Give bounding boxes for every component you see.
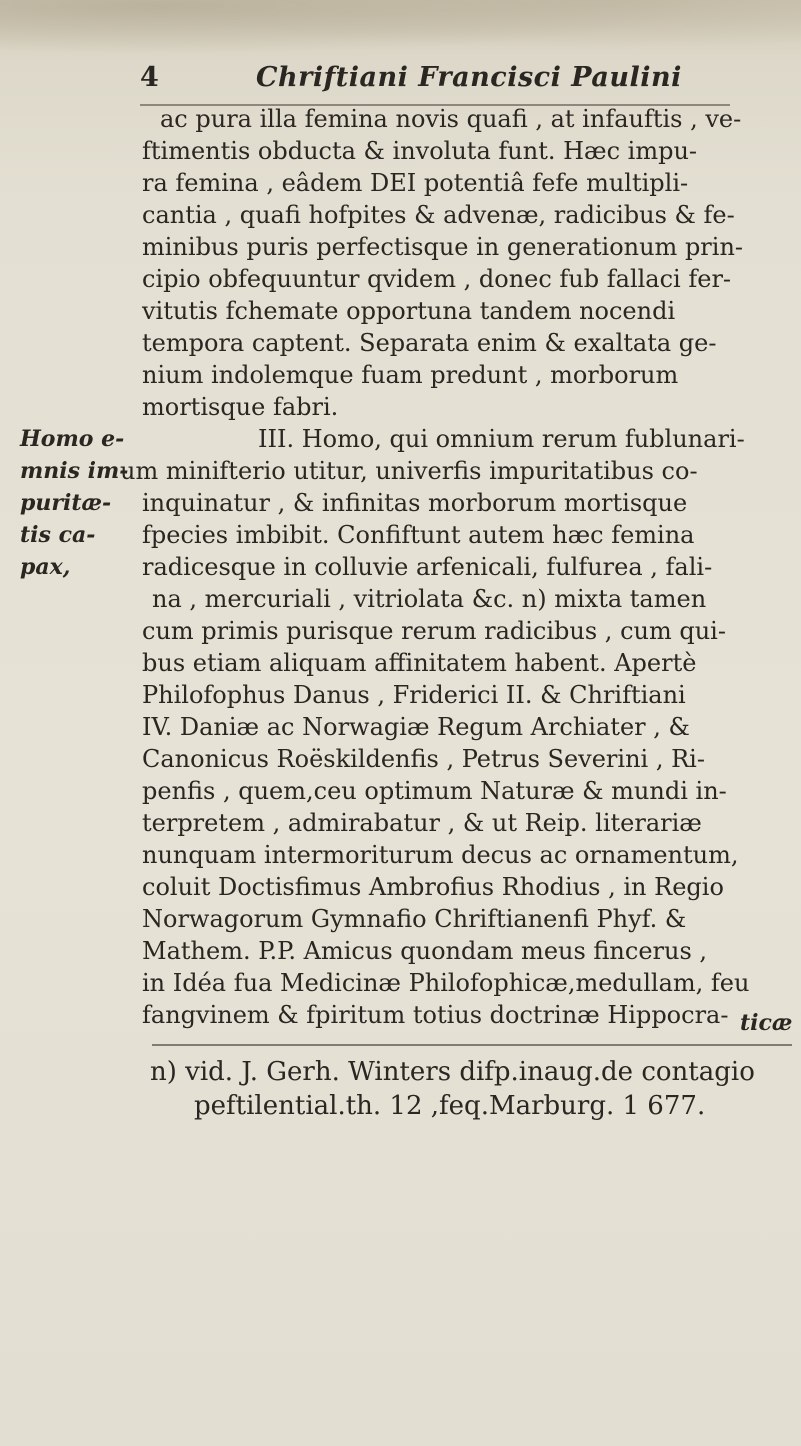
footnote-line: n) vid. J. Gerh. Winters difp.inaug.de contagio	[150, 1057, 755, 1087]
footnote-rule	[152, 1044, 792, 1046]
text-line: cantia , quafi hofpites & advenæ, radicibus & fe-	[142, 201, 735, 229]
text-line: fpecies imbibit. Confiftunt autem hæc femina	[142, 521, 695, 549]
text-line: Philofophus Danus , Friderici II. & Chriftiani	[142, 681, 686, 709]
running-head: Chriftiani Francisci Paulini	[256, 62, 682, 93]
page-number: 4	[140, 62, 159, 93]
page-header	[140, 62, 700, 102]
margin-note: pax,	[20, 554, 71, 580]
text-line: ra femina , eâdem DEI potentiâ fefe multipli-	[142, 169, 689, 197]
text-line: tempora captent. Separata enim & exaltata ge-	[142, 329, 717, 357]
text-line: mortisque fabri.	[142, 393, 339, 421]
text-line: um minifterio utitur, univerfis impuritatibus co-	[120, 457, 698, 485]
text-line: Norwagorum Gymnafio Chriftianenfi Phyf. &	[142, 905, 687, 933]
text-line: radicesque in colluvie arfenicali, fulfurea , fali-	[142, 553, 713, 581]
text-line: nium indolemque fuam predunt , morborum	[142, 361, 679, 389]
text-line: Mathem. P.P. Amicus quondam meus fincerus ,	[142, 937, 708, 965]
text-line: ftimentis obducta & involuta funt. Hæc impu-	[142, 137, 698, 165]
footnote-line: peftilential.th. 12 ,feq.Marburg. 1 677.	[194, 1091, 706, 1121]
text-line: terpretem , admirabatur , & ut Reip. literariæ	[142, 809, 702, 837]
margin-note: tis ca-	[20, 522, 96, 548]
text-line: III. Homo, qui omnium rerum fublunari-	[258, 425, 745, 453]
text-line: minibus puris perfectisque in generationum prin-	[142, 233, 744, 261]
text-line: vitutis fchemate opportuna tandem nocendi	[142, 297, 676, 325]
text-line: cipio obfequuntur qvidem , donec fub fallaci fer-	[142, 265, 732, 293]
text-line: IV. Daniæ ac Norwagiæ Regum Archiater , &	[142, 713, 690, 741]
catchword: ticæ	[740, 1010, 793, 1036]
page-stain	[0, 0, 801, 62]
margin-note: puritæ-	[20, 490, 112, 516]
margin-note: Homo e-	[20, 426, 125, 452]
text-line: fangvinem & fpiritum totius doctrinæ Hippocra-	[142, 1001, 729, 1029]
text-line: nunquam intermoriturum decus ac ornamentum,	[142, 841, 739, 869]
text-line: bus etiam aliquam affinitatem habent. Apertè	[142, 649, 697, 677]
text-line: coluit Doctisfimus Ambrofius Rhodius , in Regio	[142, 873, 724, 901]
text-line: penfis , quem,ceu optimum Naturæ & mundi in-	[142, 777, 727, 805]
text-line: ac pura illa femina novis quafi , at infauftis , ve-	[160, 105, 742, 133]
text-line: inquinatur , & infinitas morborum mortisque	[142, 489, 688, 517]
text-line: in Idéa fua Medicinæ Philofophicæ,medullam, feu	[142, 969, 750, 997]
text-line: Canonicus Roëskildenfis , Petrus Severini , Ri-	[142, 745, 705, 773]
text-line: na , mercuriali , vitriolata &c. n) mixta tamen	[152, 585, 707, 613]
margin-note: mnis im-	[20, 458, 129, 484]
text-line: cum primis purisque rerum radicibus , cum qui-	[142, 617, 726, 645]
